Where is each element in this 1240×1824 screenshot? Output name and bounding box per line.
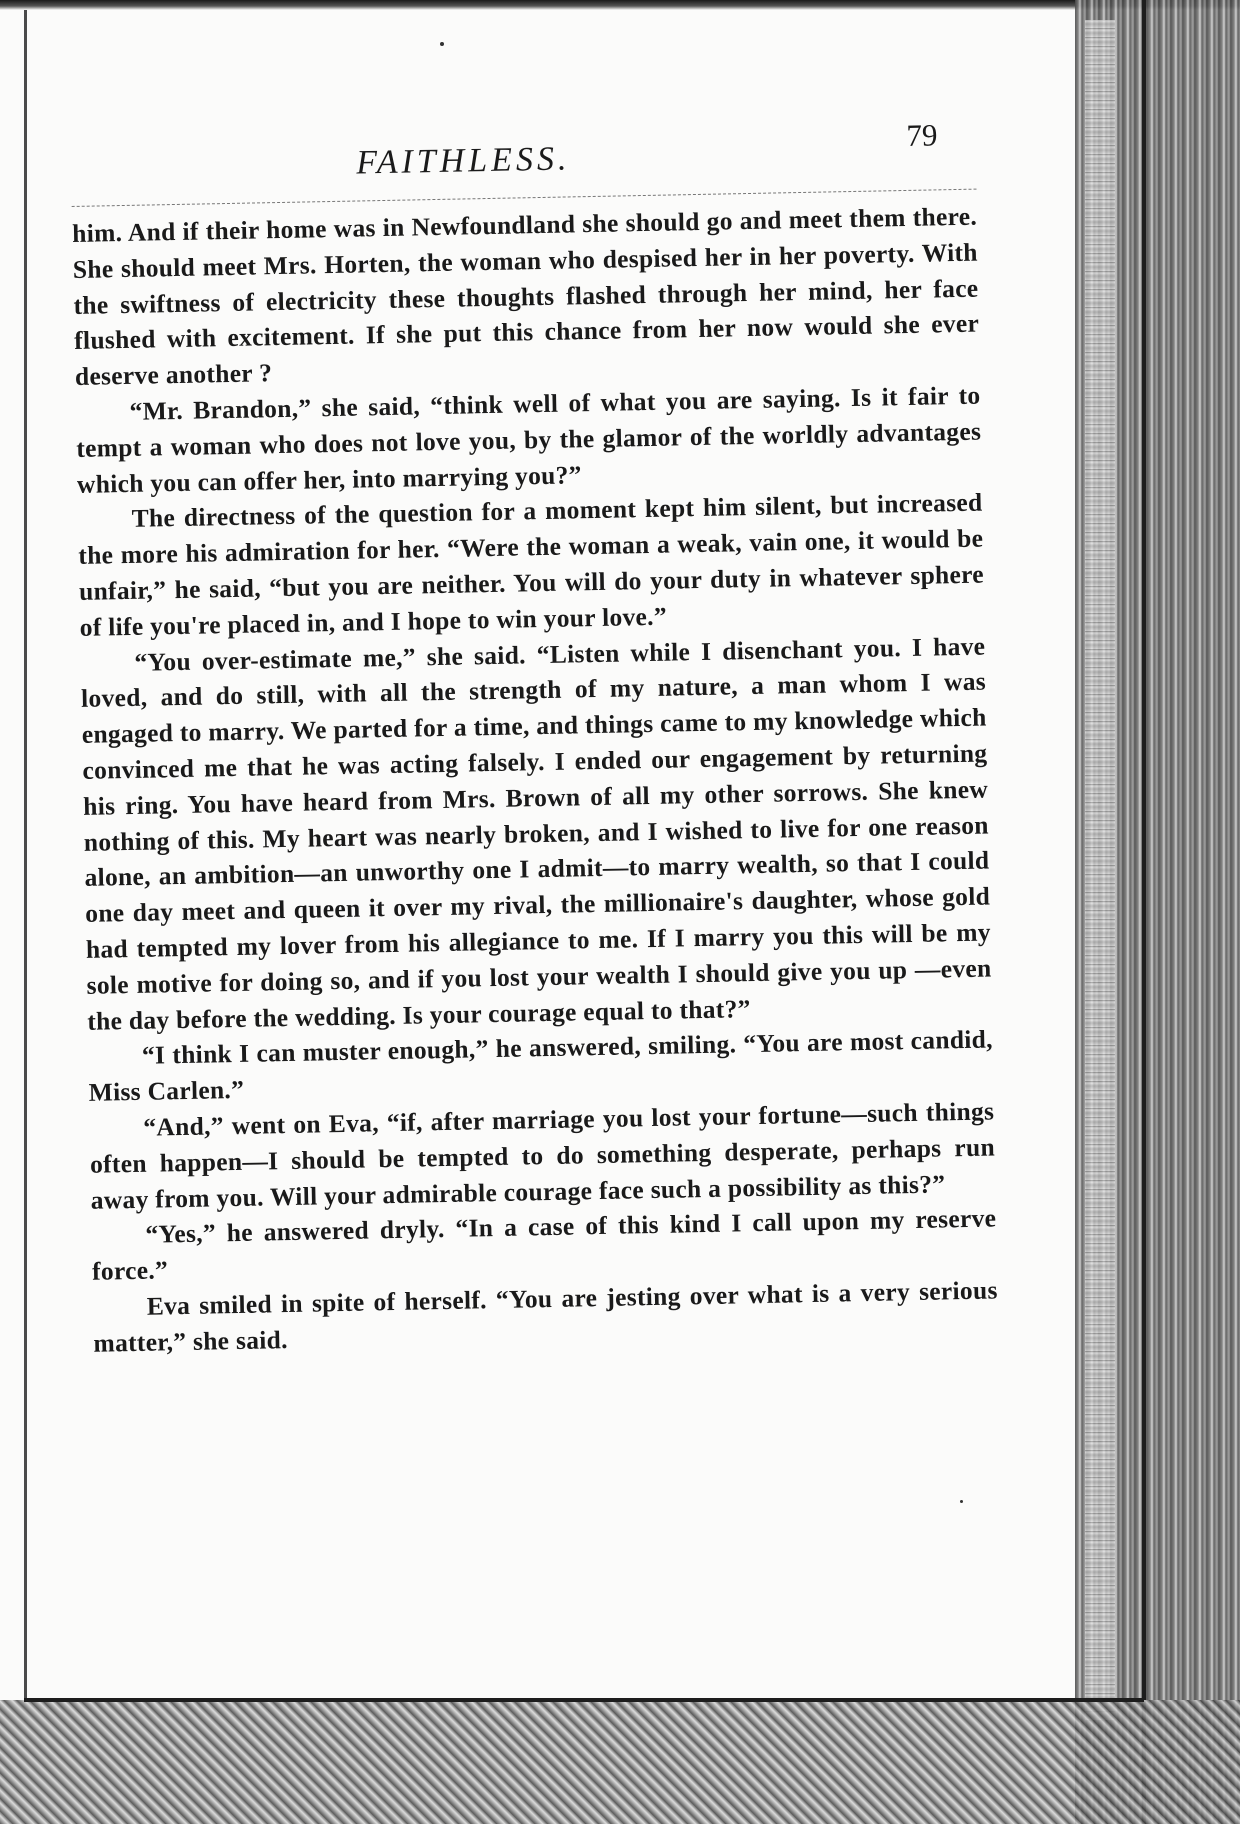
- page-number: 79: [906, 117, 938, 153]
- paragraph: Eva smiled in spite of herself. “You are jesting over what is a very serious matter,” she said.: [93, 1275, 998, 1358]
- running-title: FAITHLESS.: [355, 140, 571, 182]
- page-left-border: [24, 10, 27, 1700]
- page-bottom-border: [24, 1698, 1144, 1702]
- paragraph: “Yes,” he answered dryly. “In a case of this kind I call upon my reserve force.”: [91, 1203, 997, 1286]
- page-header: [70, 103, 976, 200]
- scan-bottom-edge: [0, 1700, 1240, 1824]
- paragraph: “I think I can muster enough,” he answered, smiling. “You are most candid, Miss Carlen.”: [88, 1024, 994, 1107]
- speck: [440, 42, 444, 46]
- page-right-border: [1142, 0, 1146, 1824]
- paragraph: The directness of the question for a moment kept him silent, but increased the more his admiration for her. “Were the woman a weak, vain one, it would be unfair,” he said, “but you are neither. You will do your duty in whatever sphere of life you're placed in, and I hope to win your love.”: [78, 487, 985, 642]
- paragraph: him. And if their home was in Newfoundland she should go and meet them there. She should meet Mrs. Horten, the woman who despised her in her poverty. With the swiftness of electricity these thoughts flashed through her mind, her face flushed with excitement. If she put this chance from her now would she ever deserve another ?: [71, 201, 980, 392]
- page-stack-edge: [1085, 20, 1115, 1720]
- paragraph: “You over-estimate me,” she said. “Listen while I disenchant you. I have loved, and do still, with all the strength of my nature, a man whom I was engaged to marry. We parted for a time, and things came to my knowledge which convinced me that he was acting falsely. I ended our engagement by returning his ring. You have heard from Mrs. Brown of all my other sorrows. She knew nothing of this. My heart was nearly broken, and I wished to live for one reason alone, an ambition—an unworthy one I admit—to marry wealth, so that I could one day meet and queen it over my rival, the millionaire's daughter, whose gold had tempted my lover from his allegiance to me. If I marry you this will be my sole motive for doing so, and if you lost your wealth I should give you up —even the day before the wedding. Is your courage equal to that?”: [80, 631, 992, 1036]
- speck: [960, 1500, 963, 1503]
- paragraph: “Mr. Brandon,” she said, “think well of what you are saying. Is it fair to tempt a woman who does not love you, by the glamor of the worldly advantages which you can offer her, into marrying you?”: [76, 380, 982, 499]
- body-text: [72, 199, 999, 1362]
- paragraph: “And,” went on Eva, “if, after marriage you lost your fortune—such things often happen—I should be tempted to do something desperate, perhaps run away from you. Will your admirable courage face such a possibility as this?”: [89, 1096, 996, 1215]
- scan-top-edge: [0, 0, 1240, 10]
- book-page: [70, 103, 999, 1362]
